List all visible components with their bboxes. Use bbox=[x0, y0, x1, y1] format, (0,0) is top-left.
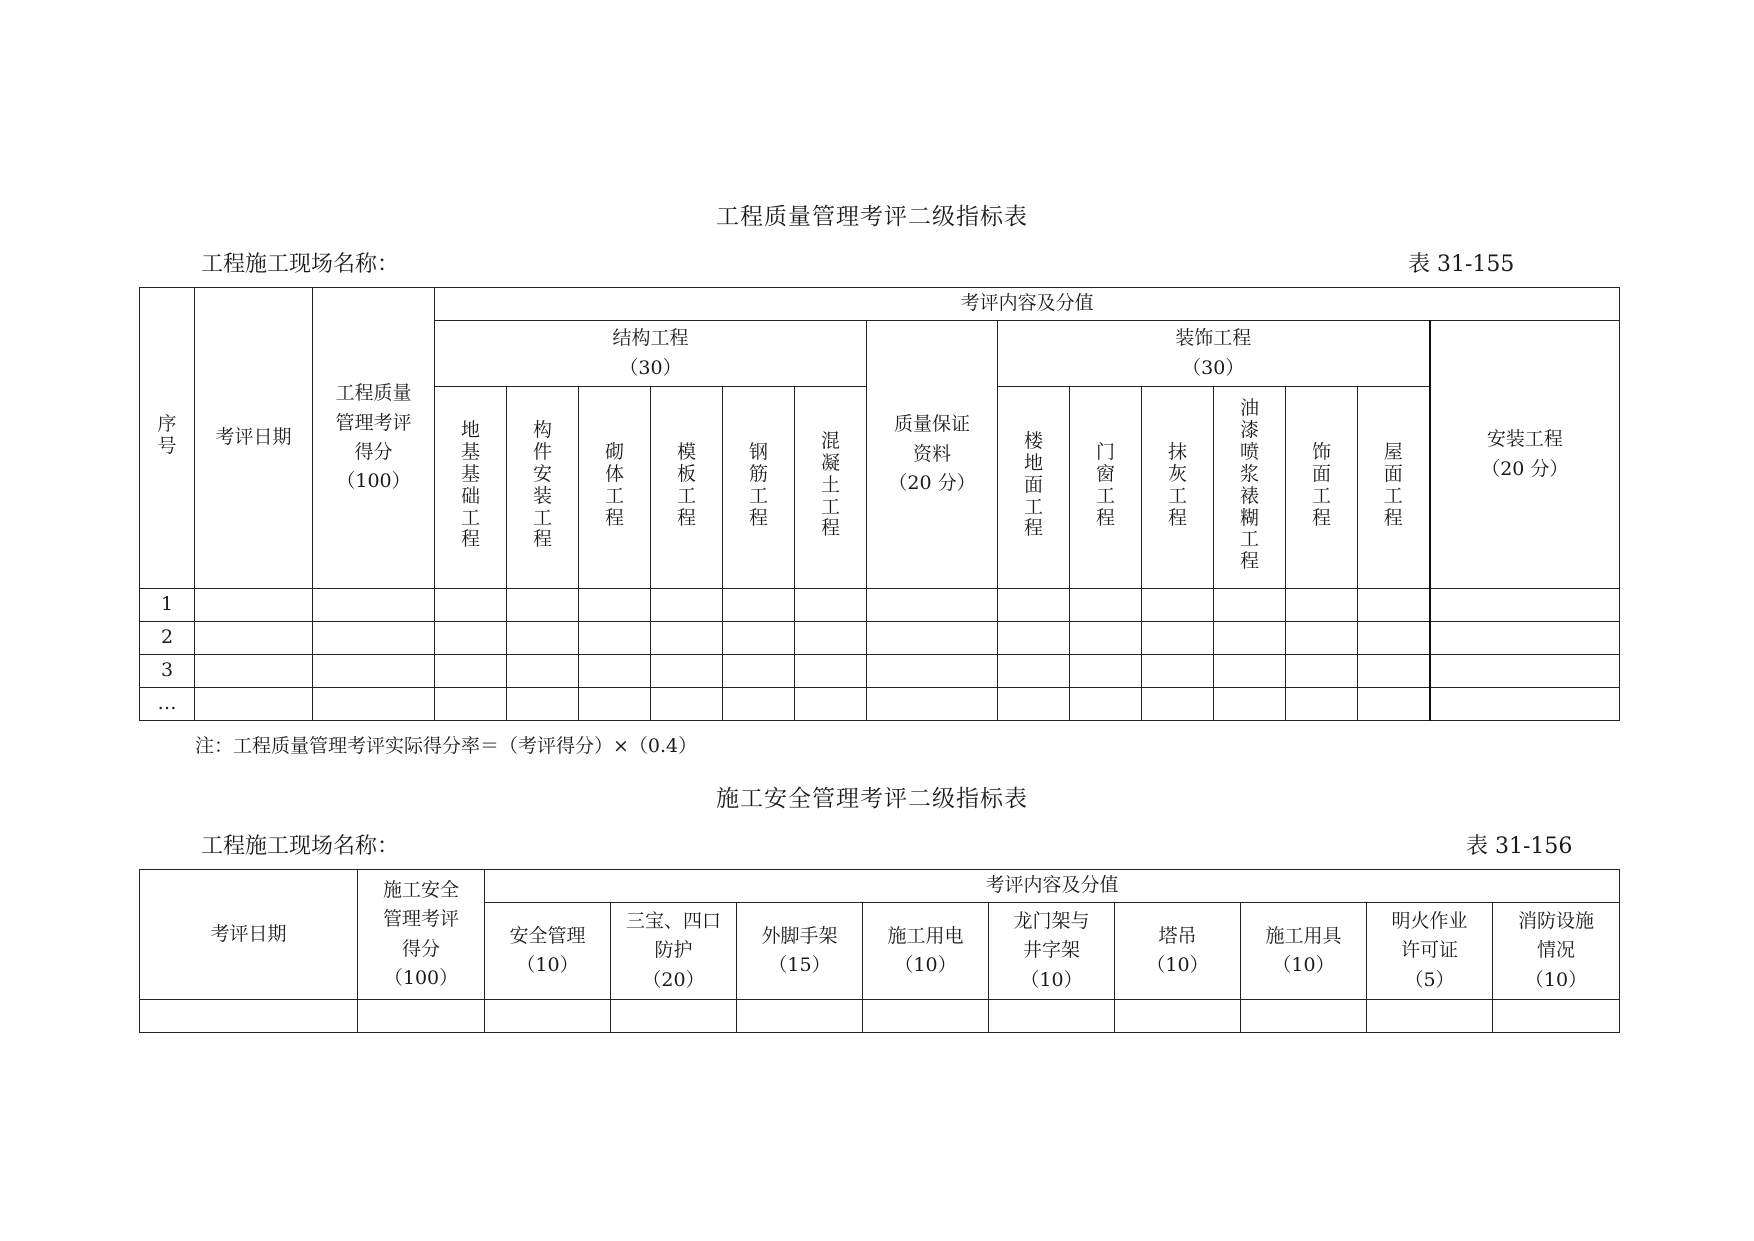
structure-item-concrete: 混凝土工程 bbox=[795, 387, 867, 589]
score-header: 工程质量 管理考评 得分 （100） bbox=[313, 288, 435, 589]
safety-item-hoist: 龙门架与 井字架 （10） bbox=[989, 903, 1115, 1000]
safety-index-table bbox=[139, 869, 1620, 1033]
structure-item-rebar: 钢筋工程 bbox=[723, 387, 795, 589]
table1-site-label: 工程施工现场名称： bbox=[201, 252, 400, 277]
install-header: 安装工程 （20 分） bbox=[1430, 321, 1620, 589]
seq-header: 序号 bbox=[140, 288, 195, 589]
table2-number: 表 31-156 bbox=[1466, 834, 1573, 859]
safety-item-electricity: 施工用电 （10） bbox=[863, 903, 989, 1000]
table-row bbox=[140, 688, 1620, 721]
quality-index-table bbox=[139, 287, 1620, 721]
decoration-item-paint: 油漆喷浆裱糊工程 bbox=[1214, 387, 1286, 589]
table-row bbox=[140, 622, 1620, 655]
decoration-header: 装饰工程 （30） bbox=[998, 321, 1430, 387]
decoration-item-floor: 楼地面工程 bbox=[998, 387, 1070, 589]
row-seq: … bbox=[140, 688, 195, 721]
structure-item-formwork: 模板工程 bbox=[651, 387, 723, 589]
safety-date-header: 考评日期 bbox=[140, 870, 358, 1000]
table-row bbox=[140, 1000, 1620, 1033]
decoration-item-doors: 门窗工程 bbox=[1070, 387, 1142, 589]
safety-score-header: 施工安全 管理考评 得分 （100） bbox=[358, 870, 485, 1000]
row-seq: 3 bbox=[140, 655, 195, 688]
row-seq: 2 bbox=[140, 622, 195, 655]
safety-item-scaffold: 外脚手架 （15） bbox=[737, 903, 863, 1000]
table-row bbox=[140, 589, 1620, 622]
structure-item-component: 构件安装工程 bbox=[507, 387, 579, 589]
table1-number: 表 31-155 bbox=[1408, 252, 1515, 277]
table-row bbox=[140, 655, 1620, 688]
safety-item-tower-crane: 塔吊 （10） bbox=[1115, 903, 1241, 1000]
table1-title: 工程质量管理考评二级指标表 bbox=[716, 204, 1028, 230]
table1-note: 注：工程质量管理考评实际得分率＝（考评得分）×（0.4） bbox=[195, 735, 698, 757]
table2-title: 施工安全管理考评二级指标表 bbox=[716, 786, 1028, 812]
decoration-item-facing: 饰面工程 bbox=[1286, 387, 1358, 589]
row-seq: 1 bbox=[140, 589, 195, 622]
table2-site-label: 工程施工现场名称： bbox=[201, 834, 400, 859]
structure-item-masonry: 砌体工程 bbox=[579, 387, 651, 589]
date-header: 考评日期 bbox=[195, 288, 313, 589]
safety-item-management: 安全管理 （10） bbox=[485, 903, 611, 1000]
quality-docs-header: 质量保证 资料 （20 分） bbox=[867, 321, 998, 589]
content-header: 考评内容及分值 bbox=[435, 288, 1620, 321]
structure-item-foundation: 地基基础工程 bbox=[435, 387, 507, 589]
safety-item-tools: 施工用具 （10） bbox=[1241, 903, 1367, 1000]
safety-content-header: 考评内容及分值 bbox=[485, 870, 1620, 903]
safety-item-protection: 三宝、四口 防护 （20） bbox=[611, 903, 737, 1000]
structure-header: 结构工程 （30） bbox=[435, 321, 867, 387]
decoration-item-roof: 屋面工程 bbox=[1358, 387, 1430, 589]
safety-item-fire-facilities: 消防设施 情况 （10） bbox=[1493, 903, 1620, 1000]
safety-item-fire-permit: 明火作业 许可证 （5） bbox=[1367, 903, 1493, 1000]
decoration-item-plaster: 抹灰工程 bbox=[1142, 387, 1214, 589]
